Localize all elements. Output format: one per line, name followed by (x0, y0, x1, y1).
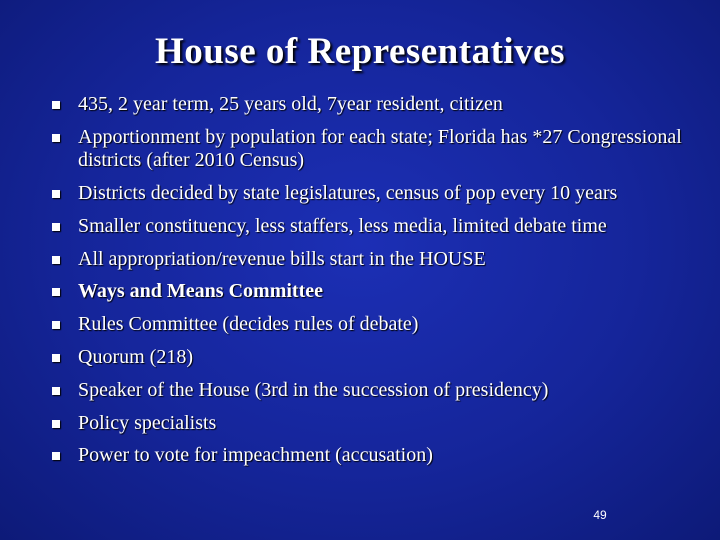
square-bullet-icon (52, 452, 60, 460)
square-bullet-icon (52, 354, 60, 362)
bullet-text: Ways and Means Committee (78, 280, 323, 303)
bullet-text: Rules Committee (decides rules of debate) (78, 313, 419, 336)
bullet-text: Districts decided by state legislatures, census of pop every 10 years (78, 182, 618, 205)
bullet-item (48, 313, 698, 337)
bullet-text: Policy specialists (78, 411, 217, 434)
square-bullet-icon (52, 101, 60, 109)
bullet-item (48, 182, 698, 206)
bullet-text: 435, 2 year term, 25 years old, 7year resident, citizen (78, 93, 503, 115)
bullet-item (48, 93, 698, 117)
square-bullet-icon (52, 223, 60, 231)
bullet-item (48, 412, 698, 436)
slide-number: 49 (593, 508, 607, 522)
bullet-list (48, 93, 698, 477)
square-bullet-icon (52, 321, 60, 329)
bullet-text: Smaller constituency, less staffers, less media, limited debate time (78, 214, 607, 237)
square-bullet-icon (52, 256, 60, 264)
square-bullet-icon (52, 190, 60, 198)
bullet-item (48, 280, 698, 304)
square-bullet-icon (52, 288, 60, 296)
square-bullet-icon (52, 134, 60, 142)
slide-title: House of Representatives (154, 31, 566, 72)
bullet-text: Power to vote for impeachment (accusation) (78, 444, 433, 467)
bullet-item (48, 215, 698, 239)
bullet-item (48, 126, 698, 173)
bullet-text: Quorum (218) (78, 346, 193, 369)
square-bullet-icon (52, 387, 60, 395)
bullet-item (48, 346, 698, 370)
bullet-item (48, 444, 698, 468)
bullet-item (48, 248, 698, 272)
bullet-text: Apportionment by population for each state; Florida has *27 Congressional districts (after 2010 Census) (78, 125, 682, 172)
bullet-text: Speaker of the House (3rd in the succession of presidency) (78, 378, 549, 401)
square-bullet-icon (52, 420, 60, 428)
bullet-text: All appropriation/revenue bills start in the HOUSE (78, 247, 486, 270)
bullet-item (48, 379, 698, 403)
